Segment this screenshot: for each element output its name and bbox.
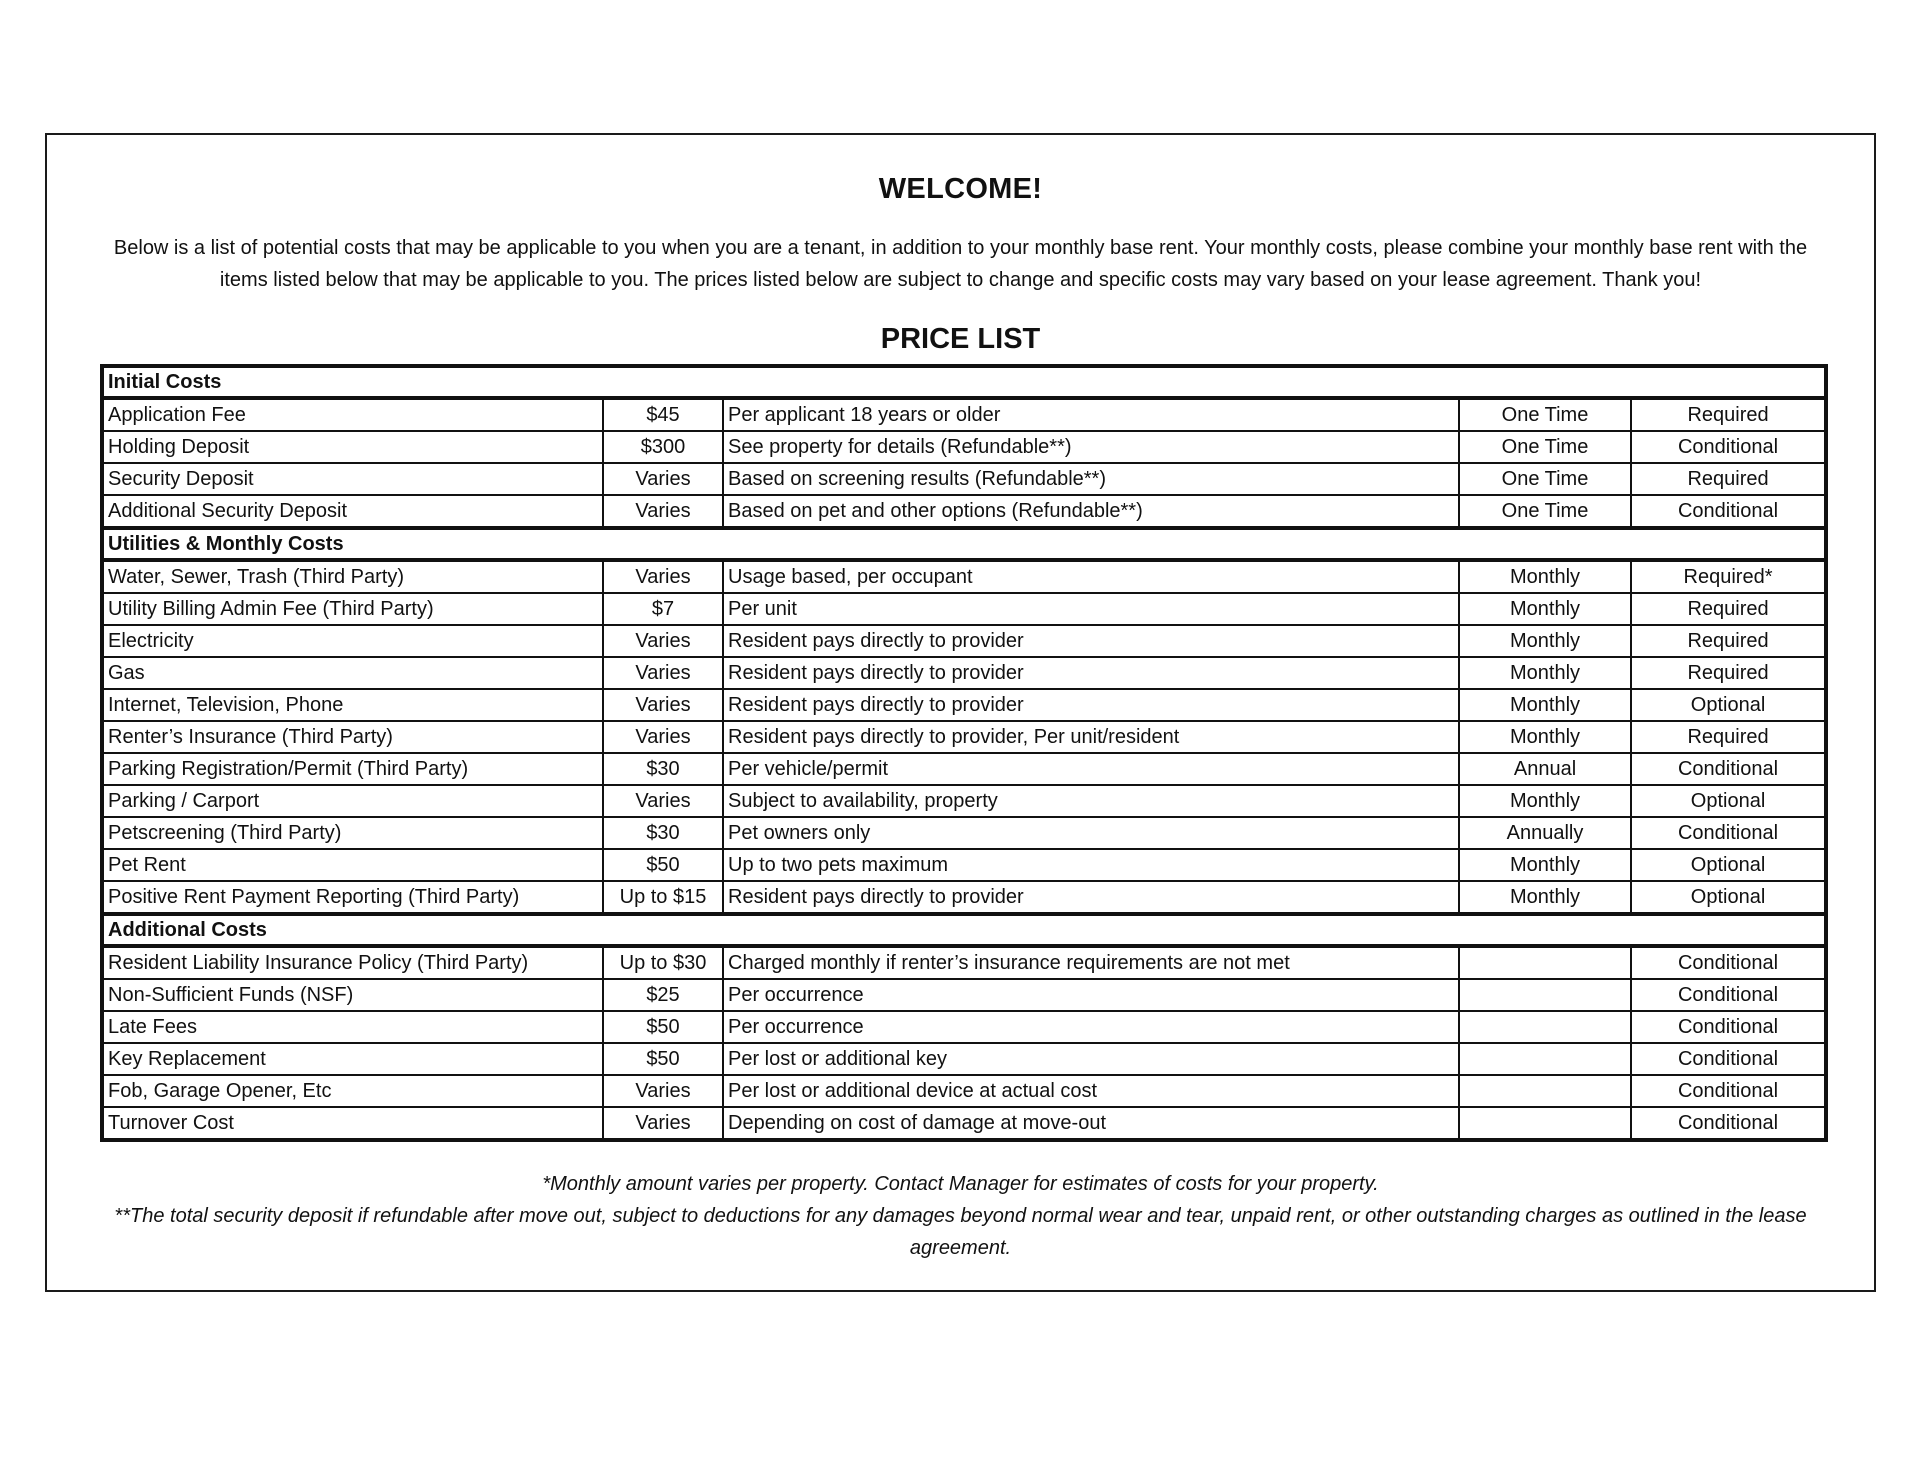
item-description: Up to two pets maximum	[723, 849, 1459, 881]
item-description: Per occurrence	[723, 1011, 1459, 1043]
item-price: Varies	[603, 689, 723, 721]
item-price: Varies	[603, 721, 723, 753]
item-price: Varies	[603, 1075, 723, 1107]
section-title: Additional Costs	[102, 914, 1826, 946]
table-row	[102, 431, 1826, 463]
item-price: Varies	[603, 495, 723, 528]
footnote-deposit: **The total security deposit if refundable after move out, subject to deductions for any damages beyond normal wear and tear, unpaid rent, or other outstanding charges as outlined in the lease agreement.	[114, 1205, 1807, 1259]
item-frequency	[1459, 1011, 1631, 1043]
item-description: Resident pays directly to provider	[723, 657, 1459, 689]
table-row	[102, 495, 1826, 528]
item-price: $50	[603, 1043, 723, 1075]
table-row	[102, 881, 1826, 914]
table-row	[102, 1043, 1826, 1075]
item-frequency	[1459, 946, 1631, 979]
item-description: Per unit	[723, 593, 1459, 625]
price-table	[100, 364, 1828, 1142]
item-status: Optional	[1631, 881, 1826, 914]
item-status: Required*	[1631, 560, 1826, 593]
item-status: Required	[1631, 721, 1826, 753]
item-frequency: Annually	[1459, 817, 1631, 849]
item-frequency: Monthly	[1459, 849, 1631, 881]
item-status: Conditional	[1631, 979, 1826, 1011]
item-price: $50	[603, 849, 723, 881]
item-status: Conditional	[1631, 1043, 1826, 1075]
item-name: Holding Deposit	[102, 431, 603, 463]
item-frequency	[1459, 1075, 1631, 1107]
table-row	[102, 1011, 1826, 1043]
item-status: Conditional	[1631, 1107, 1826, 1140]
item-frequency	[1459, 1043, 1631, 1075]
section-header-row	[102, 528, 1826, 560]
item-name: Turnover Cost	[102, 1107, 603, 1140]
table-row	[102, 753, 1826, 785]
item-status: Conditional	[1631, 1075, 1826, 1107]
welcome-heading: WELCOME!	[878, 173, 1043, 205]
table-row	[102, 593, 1826, 625]
table-row	[102, 979, 1826, 1011]
item-frequency	[1459, 1107, 1631, 1140]
item-frequency: Monthly	[1459, 593, 1631, 625]
item-status: Optional	[1631, 785, 1826, 817]
item-status: Conditional	[1631, 753, 1826, 785]
item-status: Conditional	[1631, 817, 1826, 849]
item-description: Charged monthly if renter’s insurance requirements are not met	[723, 946, 1459, 979]
item-name: Pet Rent	[102, 849, 603, 881]
table-row	[102, 721, 1826, 753]
item-frequency: Monthly	[1459, 625, 1631, 657]
item-frequency: Monthly	[1459, 689, 1631, 721]
table-row	[102, 785, 1826, 817]
item-price: $300	[603, 431, 723, 463]
item-price: $45	[603, 398, 723, 431]
item-name: Gas	[102, 657, 603, 689]
item-frequency: One Time	[1459, 463, 1631, 495]
item-description: Subject to availability, property	[723, 785, 1459, 817]
item-description: Depending on cost of damage at move-out	[723, 1107, 1459, 1140]
table-row	[102, 657, 1826, 689]
item-status: Conditional	[1631, 431, 1826, 463]
item-name: Fob, Garage Opener, Etc	[102, 1075, 603, 1107]
item-name: Resident Liability Insurance Policy (Third Party)	[102, 946, 603, 979]
item-price: $7	[603, 593, 723, 625]
footnotes	[107, 1168, 1814, 1264]
table-row	[102, 398, 1826, 431]
item-price: Varies	[603, 560, 723, 593]
item-name: Key Replacement	[102, 1043, 603, 1075]
table-row	[102, 817, 1826, 849]
item-name: Water, Sewer, Trash (Third Party)	[102, 560, 603, 593]
item-description: Per applicant 18 years or older	[723, 398, 1459, 431]
item-frequency: One Time	[1459, 495, 1631, 528]
table-row	[102, 1075, 1826, 1107]
price-list-document	[45, 133, 1876, 1292]
item-price: $50	[603, 1011, 723, 1043]
item-description: Resident pays directly to provider	[723, 689, 1459, 721]
item-status: Required	[1631, 657, 1826, 689]
item-price: Varies	[603, 463, 723, 495]
footnote-monthly: *Monthly amount varies per property. Contact Manager for estimates of costs for your property.	[542, 1173, 1379, 1195]
item-price: Varies	[603, 625, 723, 657]
item-status: Required	[1631, 625, 1826, 657]
item-status: Conditional	[1631, 946, 1826, 979]
item-status: Conditional	[1631, 1011, 1826, 1043]
table-row	[102, 1107, 1826, 1140]
item-name: Positive Rent Payment Reporting (Third Party)	[102, 881, 603, 914]
item-description: Per lost or additional key	[723, 1043, 1459, 1075]
item-frequency: Monthly	[1459, 657, 1631, 689]
item-frequency: Annual	[1459, 753, 1631, 785]
item-name: Internet, Television, Phone	[102, 689, 603, 721]
item-price: Varies	[603, 785, 723, 817]
item-frequency: One Time	[1459, 431, 1631, 463]
item-price: Varies	[603, 1107, 723, 1140]
item-description: Per occurrence	[723, 979, 1459, 1011]
item-status: Conditional	[1631, 495, 1826, 528]
item-description: Per vehicle/permit	[723, 753, 1459, 785]
item-status: Optional	[1631, 849, 1826, 881]
item-status: Required	[1631, 463, 1826, 495]
item-frequency: One Time	[1459, 398, 1631, 431]
section-header-row	[102, 366, 1826, 398]
item-description: Resident pays directly to provider, Per unit/resident	[723, 721, 1459, 753]
table-row	[102, 625, 1826, 657]
section-title: Initial Costs	[102, 366, 1826, 398]
item-name: Parking / Carport	[102, 785, 603, 817]
item-description: Based on screening results (Refundable**)	[723, 463, 1459, 495]
item-price: Up to $15	[603, 881, 723, 914]
section-title: Utilities & Monthly Costs	[102, 528, 1826, 560]
item-price: $30	[603, 753, 723, 785]
table-row	[102, 849, 1826, 881]
item-frequency: Monthly	[1459, 560, 1631, 593]
item-frequency	[1459, 979, 1631, 1011]
item-frequency: Monthly	[1459, 881, 1631, 914]
item-name: Utility Billing Admin Fee (Third Party)	[102, 593, 603, 625]
intro-paragraph: Below is a list of potential costs that may be applicable to you when you are a tenant, in addition to your monthly base rent. Your monthly costs, please combine your monthly base rent with the items listed below that may be applicable to you. The prices listed below are subject to change and specific costs may vary based on your lease agreement. Thank you!	[113, 237, 1808, 291]
item-name: Application Fee	[102, 398, 603, 431]
item-description: Pet owners only	[723, 817, 1459, 849]
table-row	[102, 463, 1826, 495]
item-description: See property for details (Refundable**)	[723, 431, 1459, 463]
price-list-title: PRICE LIST	[880, 323, 1041, 355]
item-price: Varies	[603, 657, 723, 689]
item-name: Parking Registration/Permit (Third Party)	[102, 753, 603, 785]
item-name: Petscreening (Third Party)	[102, 817, 603, 849]
table-row	[102, 689, 1826, 721]
item-name: Renter’s Insurance (Third Party)	[102, 721, 603, 753]
item-description: Resident pays directly to provider	[723, 625, 1459, 657]
item-name: Late Fees	[102, 1011, 603, 1043]
item-name: Security Deposit	[102, 463, 603, 495]
item-description: Per lost or additional device at actual cost	[723, 1075, 1459, 1107]
item-name: Electricity	[102, 625, 603, 657]
price-table-body	[102, 366, 1826, 1140]
item-description: Usage based, per occupant	[723, 560, 1459, 593]
item-status: Required	[1631, 593, 1826, 625]
table-row	[102, 560, 1826, 593]
item-price: $25	[603, 979, 723, 1011]
item-price: $30	[603, 817, 723, 849]
table-row	[102, 946, 1826, 979]
item-frequency: Monthly	[1459, 721, 1631, 753]
item-description: Resident pays directly to provider	[723, 881, 1459, 914]
item-description: Based on pet and other options (Refundable**)	[723, 495, 1459, 528]
item-name: Non-Sufficient Funds (NSF)	[102, 979, 603, 1011]
item-name: Additional Security Deposit	[102, 495, 603, 528]
item-price: Up to $30	[603, 946, 723, 979]
section-header-row	[102, 914, 1826, 946]
item-status: Optional	[1631, 689, 1826, 721]
item-status: Required	[1631, 398, 1826, 431]
item-frequency: Monthly	[1459, 785, 1631, 817]
